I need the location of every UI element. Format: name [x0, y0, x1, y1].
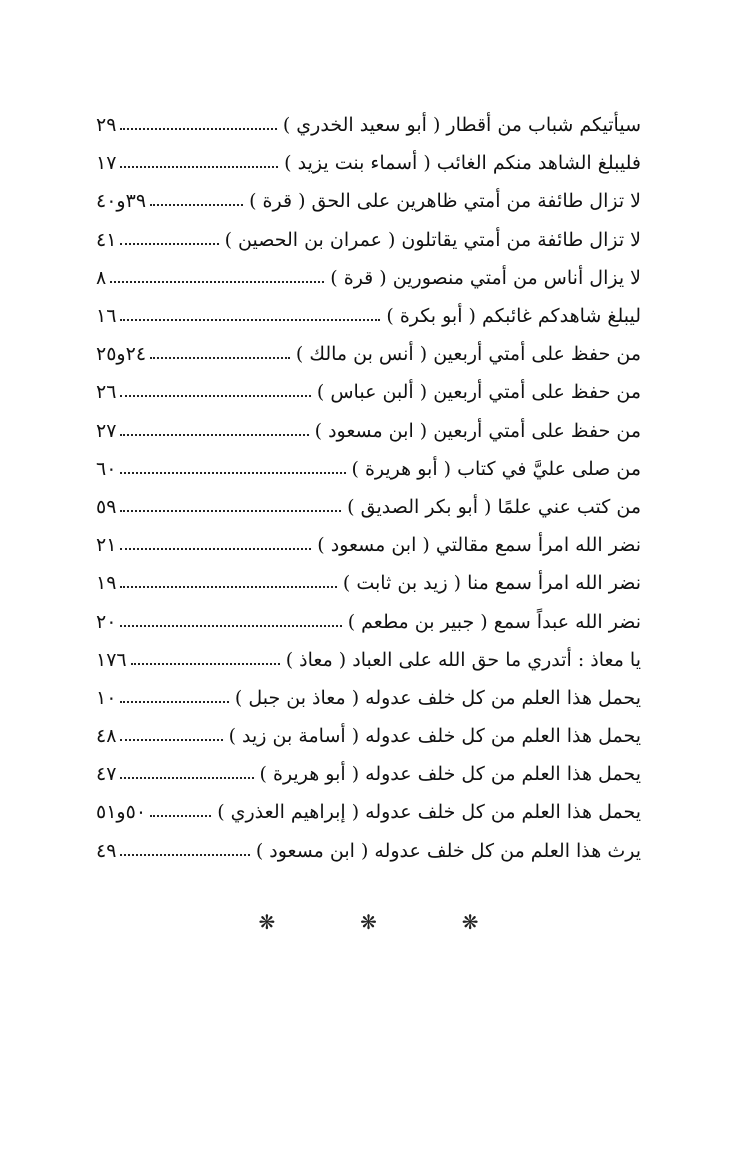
- entry-text: نضر الله عبداً سمع ( جبير بن مطعم ): [347, 610, 641, 633]
- entry-page-number: ٢١: [96, 534, 117, 557]
- entry-page-number: ١٠: [96, 686, 117, 709]
- entry-text: سيأتيكم شباب من أقطار ( أبو سعيد الخدري ): [282, 114, 641, 137]
- index-entry: [96, 412, 641, 450]
- dot-leader: [150, 204, 243, 206]
- dot-leader: [120, 472, 345, 474]
- index-entry: [96, 717, 641, 755]
- entry-page-number: ٢٧: [96, 419, 117, 442]
- index-entry: [96, 793, 641, 831]
- dot-leader: [120, 395, 310, 397]
- index-entry: [96, 221, 641, 259]
- entry-page-number: ٢٤و٢٥: [96, 343, 147, 366]
- dot-leader: [120, 319, 380, 321]
- dot-leader: [120, 128, 276, 130]
- dot-leader: [120, 586, 336, 588]
- entry-text: نضر الله امرأ سمع مقالتي ( ابن مسعود ): [317, 534, 641, 557]
- dot-leader: [120, 854, 249, 856]
- entry-page-number: ١٦: [96, 305, 117, 328]
- entry-page-number: ٥٠و٥١: [96, 801, 147, 824]
- index-entry: [96, 641, 641, 679]
- index-entry: [96, 564, 641, 602]
- entry-text: من حفظ على أمتي أربعين ( ابن مسعود ): [314, 419, 641, 442]
- entry-text: يرث هذا العلم من كل خلف عدوله ( ابن مسعود ): [255, 839, 641, 862]
- entry-text: من حفظ على أمتي أربعين ( أنس بن مالك ): [295, 343, 641, 366]
- index-entry: [96, 526, 641, 564]
- dot-leader: [120, 739, 222, 741]
- entry-text: لا تزال طائفة من أمتي يقاتلون ( عمران بن الحصين ): [224, 228, 641, 251]
- entry-page-number: ٣٩و٤٠: [96, 190, 147, 213]
- entry-page-number: ٥٩: [96, 495, 117, 518]
- entry-page-number: ٤٧: [96, 763, 117, 786]
- entry-page-number: ١٩: [96, 572, 117, 595]
- entry-page-number: ٤١: [96, 228, 117, 251]
- entry-text: يحمل هذا العلم من كل خلف عدوله ( معاذ بن جبل ): [234, 686, 641, 709]
- entry-page-number: ٢٠: [96, 610, 117, 633]
- dot-leader: [120, 625, 341, 627]
- dot-leader: [150, 357, 290, 359]
- index-entry: [96, 832, 641, 870]
- entry-page-number: ٦٠: [96, 457, 117, 480]
- entry-page-number: ٢٩: [96, 114, 117, 137]
- entry-text: فليبلغ الشاهد منكم الغائب ( أسماء بنت يزيد ): [284, 152, 641, 175]
- dot-leader: [120, 548, 311, 550]
- index-entry: [96, 106, 641, 144]
- entry-text: لا يزال أناس من أمتي منصورين ( قرة ): [330, 266, 641, 289]
- entry-text: ليبلغ شاهدكم غائبكم ( أبو بكرة ): [386, 305, 641, 328]
- dot-leader: [150, 815, 211, 817]
- entry-text: يحمل هذا العلم من كل خلف عدوله ( أبو هريرة ): [259, 763, 641, 786]
- hadith-index-list: [96, 106, 641, 870]
- dot-leader: [120, 243, 218, 245]
- index-entry: [96, 144, 641, 182]
- entry-text: نضر الله امرأ سمع منا ( زيد بن ثابت ): [342, 572, 641, 595]
- section-end-ornament: [96, 910, 641, 934]
- index-entry: [96, 259, 641, 297]
- dot-leader: [120, 701, 228, 703]
- entry-page-number: ٤٩: [96, 839, 117, 862]
- entry-text: لا تزال طائفة من أمتي ظاهرين على الحق ( قرة ): [249, 190, 641, 213]
- entry-text: من حفظ على أمتي أربعين ( ألبن عباس ): [316, 381, 641, 404]
- dot-leader: [120, 777, 253, 779]
- asterism-star-icon: ❋: [461, 910, 479, 934]
- dot-leader: [110, 281, 324, 283]
- entry-page-number: ١٧٦: [96, 648, 127, 671]
- entry-page-number: ١٧: [96, 152, 117, 175]
- index-entry: [96, 450, 641, 488]
- index-entry: [96, 373, 641, 411]
- dot-leader: [120, 510, 341, 512]
- asterism-star-icon: ❋: [258, 910, 276, 934]
- hadith-index-page: [96, 106, 641, 870]
- index-entry: [96, 182, 641, 220]
- entry-page-number: ٤٨: [96, 725, 117, 748]
- entry-text: يحمل هذا العلم من كل خلف عدوله ( إبراهيم العذري ): [217, 801, 641, 824]
- dot-leader: [120, 434, 308, 436]
- entry-text: من صلى عليَّ في كتاب ( أبو هريرة ): [351, 457, 641, 480]
- entry-text: من كتب عني علمًا ( أبو بكر الصديق ): [347, 495, 641, 518]
- asterism-star-icon: ❋: [360, 910, 377, 934]
- index-entry: [96, 755, 641, 793]
- entry-text: يا معاذ : أتدري ما حق الله على العباد ( معاذ ): [285, 648, 641, 671]
- index-entry: [96, 297, 641, 335]
- index-entry: [96, 335, 641, 373]
- entry-text: يحمل هذا العلم من كل خلف عدوله ( أسامة بن زيد ): [228, 725, 641, 748]
- index-entry: [96, 488, 641, 526]
- index-entry: [96, 602, 641, 640]
- dot-leader: [131, 663, 280, 665]
- entry-page-number: ٢٦: [96, 381, 117, 404]
- dot-leader: [120, 166, 278, 168]
- index-entry: [96, 679, 641, 717]
- entry-page-number: ٨: [96, 266, 107, 289]
